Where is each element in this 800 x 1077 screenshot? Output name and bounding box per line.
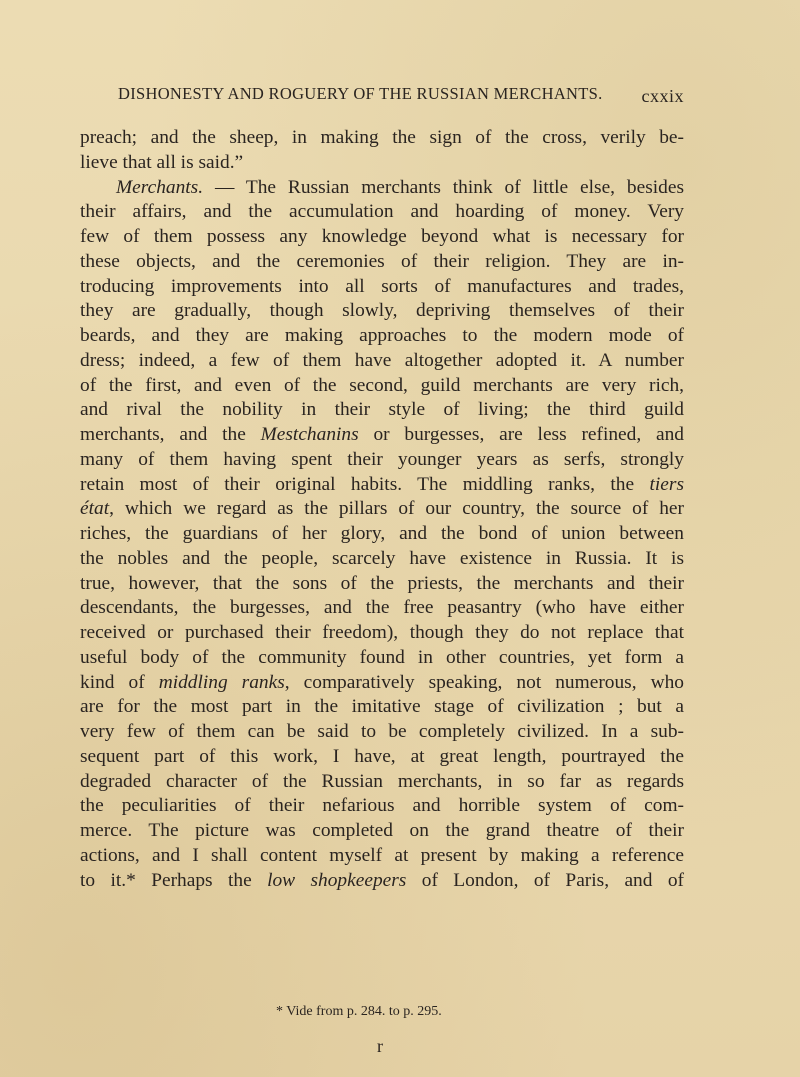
text-line: useful body of the community found in other countries, yet form a	[80, 646, 684, 668]
body-text	[80, 126, 684, 893]
text-line: dress; indeed, a few of them have altogether adopted it. A number	[80, 349, 684, 371]
text-line: descendants, the burgesses, and the free peasantry (who have either	[80, 597, 684, 619]
text-line: sequent part of this work, I have, at great length, pourtrayed the	[80, 745, 684, 767]
text-line: riches, the guardians of her glory, and the bond of union between	[80, 523, 684, 544]
text-line: they are gradually, though slowly, depriving themselves of their	[80, 300, 684, 322]
text-line: troducing improvements into all sorts of manufactures and trades,	[80, 275, 684, 297]
text-line: and rival the nobility in their style of living; the third guild	[80, 399, 684, 421]
text-line: very few of them can be said to be completely civilized. In a sub-	[80, 721, 684, 742]
text-line: retain most of their original habits. The middling ranks, the tiers	[80, 473, 684, 495]
footnote: * Vide from p. 284. to p. 295.	[276, 1004, 442, 1019]
text-line: the peculiarities of their nefarious and horrible system of com-	[80, 795, 684, 817]
text-line: actions, and I shall content myself at present by making a reference	[80, 844, 684, 866]
text-line: received or purchased their freedom), though they do not replace that	[80, 622, 684, 643]
text-line: the nobles and the people, scarcely have existence in Russia. It is	[80, 547, 684, 569]
text-line: beards, and they are making approaches to the modern mode of	[80, 325, 684, 346]
running-head	[118, 84, 684, 108]
text-line: merce. The picture was completed on the grand theatre of their	[80, 820, 684, 841]
text-line: true, however, that the sons of the priests, the merchants and their	[80, 572, 684, 594]
page-number: cxxix	[641, 86, 684, 106]
text-line: these objects, and the ceremonies of their religion. They are in-	[80, 250, 684, 272]
signature-mark: r	[377, 1036, 383, 1056]
text-line: to it.* Perhaps the low shopkeepers of London, of Paris, and of	[80, 869, 684, 891]
text-line: many of them having spent their younger years as serfs, strongly	[80, 448, 684, 470]
text-line: few of them possess any knowledge beyond what is necessary for	[80, 226, 684, 247]
text-line: kind of middling ranks, comparatively speaking, not numerous, who	[80, 671, 684, 693]
text-line: lieve that all is said.”	[80, 151, 244, 173]
text-line: are for the most part in the imitative stage of civilization ; but a	[80, 696, 684, 718]
running-title: DISHONESTY AND ROGUERY OF THE RUSSIAN MERCHANTS.	[118, 84, 603, 103]
text-line: merchants, and the Mestchanins or burgesses, are less refined, and	[80, 424, 684, 445]
text-line: preach; and the sheep, in making the sign of the cross, verily be-	[80, 127, 684, 148]
section-heading-line: Merchants. — The Russian merchants think of little else, besides	[116, 176, 684, 198]
text-line: their affairs, and the accumulation and hoarding of money. Very	[80, 201, 684, 223]
section-heading: Merchants.	[116, 176, 204, 198]
text-line: état, which we regard as the pillars of our country, the source of her	[80, 498, 684, 520]
text-line: of the first, and even of the second, guild merchants are very rich,	[80, 374, 684, 396]
text-line: degraded character of the Russian merchants, in so far as regards	[80, 770, 684, 792]
